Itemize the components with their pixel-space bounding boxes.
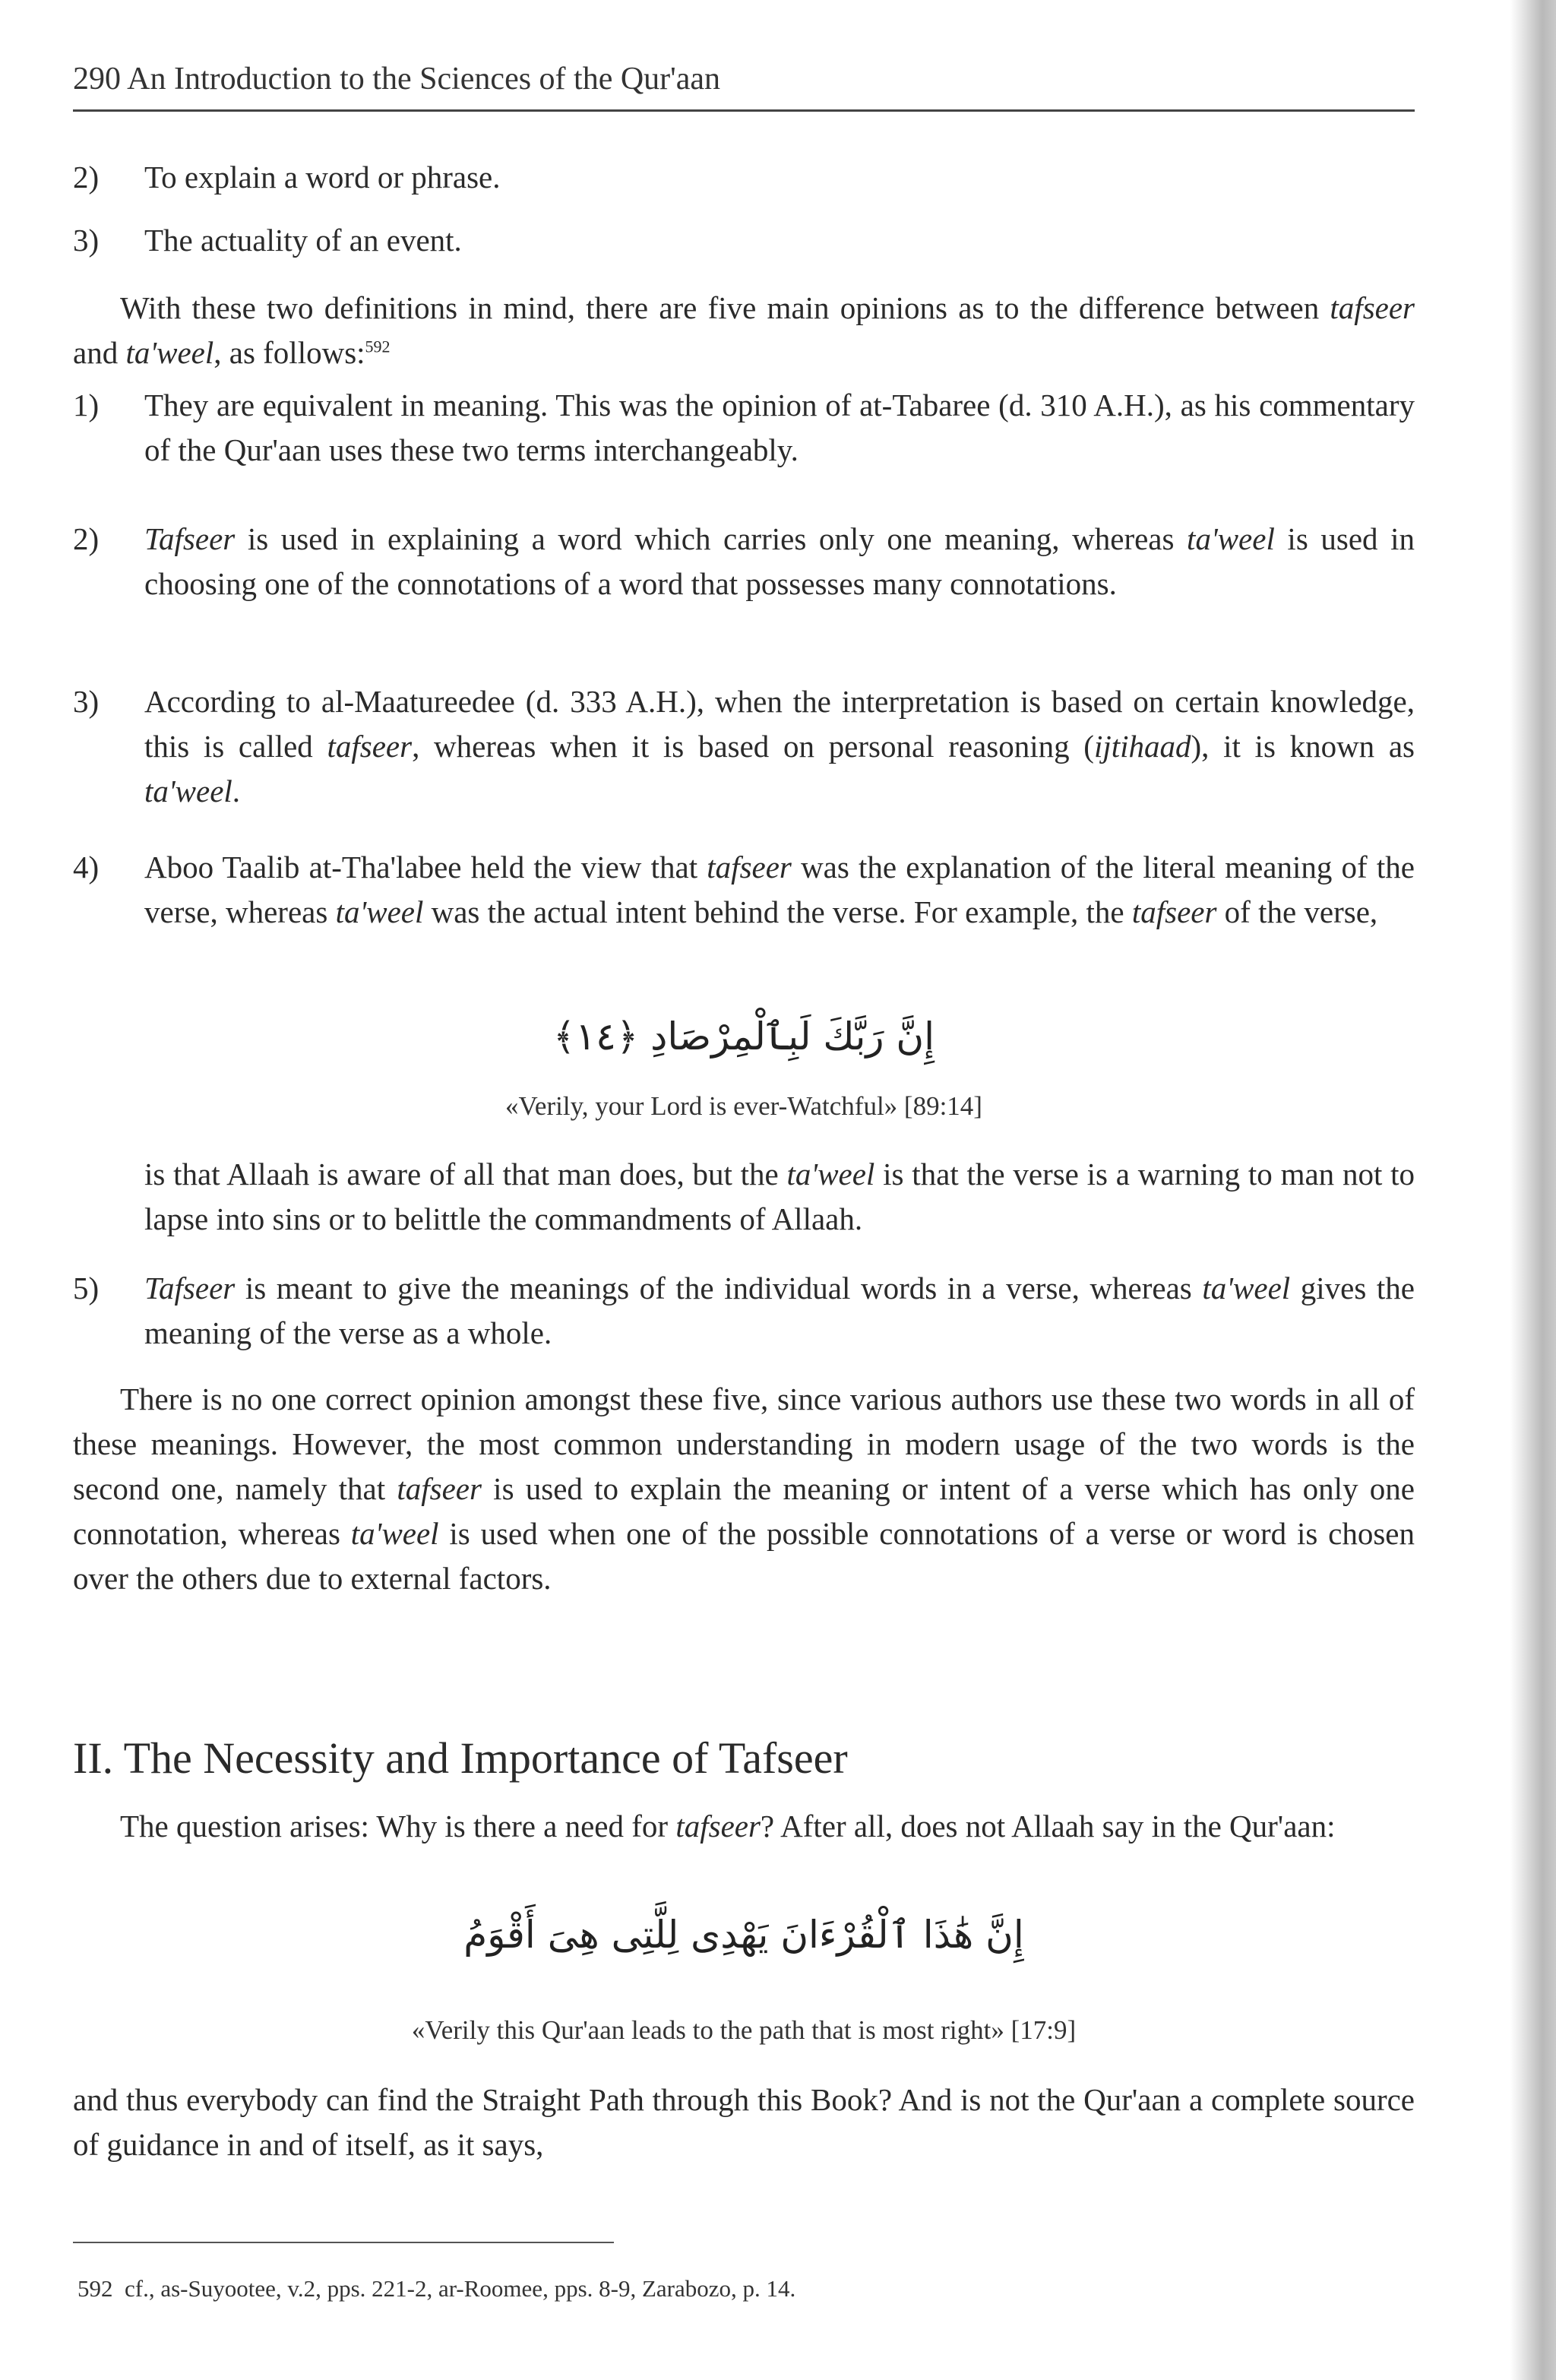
text-run: is used when one of the possible connotations of a verse or word is chosen over the others due to external factors.	[73, 1516, 1415, 1596]
list-text: The actuality of an event.	[144, 223, 462, 258]
term-tafseer: tafseer	[707, 850, 792, 885]
quran-verse-arabic: إِنَّ هَٰذَا ٱلْقُرْءَانَ يَهْدِى لِلَّتِى هِىَ أَقْوَمُ	[463, 1913, 1024, 1957]
text-run: ), it is known as	[1191, 729, 1415, 764]
paragraph-definitions	[73, 286, 1415, 375]
text-run: According to al-Maatureedee (d. 333 A.H.), when the interpretation is based on certain knowledge, this is called	[144, 684, 1415, 764]
verse-translation: «Verily, your Lord is ever-Watchful» [89:14]	[505, 1091, 982, 1121]
opinion-3	[73, 679, 1415, 814]
text-run: , as follows:	[213, 335, 365, 370]
running-head: 290 An Introduction to the Sciences of the Qur'aan	[73, 62, 721, 97]
term-tafseer: tafseer	[1131, 894, 1217, 929]
paragraph-continued	[73, 2078, 1415, 2167]
footnote-rule	[73, 2242, 614, 2243]
list-item	[73, 218, 1415, 263]
quran-verse-arabic: إِنَّ رَبَّكَ لَبِٱلْمِرْصَادِ ﴿١٤﴾	[552, 1014, 935, 1059]
list-text	[144, 845, 1415, 935]
term-taweel: ta'weel	[1202, 1271, 1291, 1306]
text-run: Aboo Taalib at-Tha'labee held the view that	[144, 850, 707, 885]
section-heading: II. The Necessity and Importance of Tafseer	[73, 1733, 848, 1783]
term-tafseer: Tafseer	[144, 521, 236, 556]
list-text	[144, 679, 1415, 814]
opinion-2	[73, 517, 1415, 606]
text-run: , whereas when it is based on personal reasoning (	[412, 729, 1094, 764]
footnote-ref: 592	[365, 337, 391, 356]
term-taweel: ta'weel	[350, 1516, 439, 1551]
list-text: To explain a word or phrase.	[144, 160, 501, 195]
text-run: .	[232, 774, 241, 809]
text-run: is used in explaining a word which carries only one meaning, whereas	[235, 521, 1188, 556]
list-number: 2)	[73, 160, 100, 195]
list-item	[73, 155, 1415, 200]
list-number: 5)	[73, 1271, 100, 1306]
term-ijtihaad: ijtihaad	[1093, 729, 1191, 764]
text-run: is meant to give the meanings of the individual words in a verse, whereas	[235, 1271, 1203, 1306]
term-taweel: ta'weel	[786, 1157, 875, 1192]
list-text: They are equivalent in meaning. This was the opinion of at-Tabaree (d. 310 A.H.), as his commentary of the Qur'aan uses these two terms interchangeably.	[144, 388, 1415, 467]
text-run: The question arises: Why is there a need for	[120, 1809, 676, 1844]
text-run: was the actual intent behind the verse. For example, the	[423, 894, 1132, 929]
footnote-text: cf., as-Suyootee, v.2, pps. 221-2, ar-Roomee, pps. 8-9, Zarabozo, p. 14.	[125, 2275, 796, 2302]
term-tafseer: tafseer	[397, 1471, 482, 1506]
verse-translation: «Verily this Qur'aan leads to the path that is most right» [17:9]	[411, 2015, 1077, 2045]
term-taweel: ta'weel	[1187, 521, 1275, 556]
list-number: 3)	[73, 684, 100, 719]
text-run: There is no one correct opinion amongst these five, since various authors use these two words in all of these meanings. However, the most common understanding in modern usage of the two words is the second one, namely that	[73, 1381, 1415, 1506]
opinion-5	[73, 1266, 1415, 1356]
text-run: is that the verse is a warning to man not to lapse into sins or to belittle the commandments of Allaah.	[144, 1157, 1415, 1236]
text-run: of the verse,	[1216, 894, 1378, 929]
list-text	[144, 1266, 1415, 1356]
text-run: is used in choosing one of the connotations of a word that possesses many connotations.	[144, 521, 1415, 601]
text-run: With these two definitions in mind, there are five main opinions as to the difference between	[120, 290, 1330, 325]
paragraph-conclusion	[73, 1377, 1415, 1601]
book-page	[73, 0, 1415, 2380]
text-run: was the explanation of the literal meaning of the verse, whereas	[144, 850, 1415, 929]
paragraph-question	[73, 1804, 1415, 1849]
text-run: is used to explain the meaning or intent of a verse which has only one connotation, whereas	[73, 1471, 1415, 1551]
list-text	[144, 517, 1415, 606]
list-number: 1)	[73, 388, 100, 423]
header-rule	[73, 109, 1415, 112]
text-run: gives the meaning of the verse as a whole.	[144, 1271, 1415, 1350]
list-number: 2)	[73, 521, 100, 556]
term-tafseer: tafseer	[1330, 290, 1415, 325]
term-tafseer: Tafseer	[144, 1271, 236, 1306]
intro-list	[73, 155, 1415, 263]
text-run: ? After all, does not Allaah say in the Qur'aan:	[760, 1809, 1336, 1844]
list-number: 4)	[73, 850, 100, 885]
text-run: is that Allaah is aware of all that man does, but the	[144, 1157, 787, 1192]
page-edge-shadow	[1510, 0, 1556, 2380]
list-number: 3)	[73, 223, 100, 258]
term-taweel: ta'weel	[144, 774, 232, 809]
term-taweel: ta'weel	[335, 894, 424, 929]
opinion-4	[73, 845, 1415, 935]
text-run: and	[73, 335, 126, 370]
term-taweel: ta'weel	[125, 335, 214, 370]
footnote-number: 592	[77, 2275, 113, 2302]
opinion-4-continued	[144, 1152, 1415, 1242]
opinion-1	[73, 383, 1415, 473]
text-run: and thus everybody can find the Straight Path through this Book? And is not the Qur'aan a complete source of guidance in and of itself, as it says,	[73, 2082, 1415, 2162]
footnote	[73, 2272, 1415, 2306]
term-tafseer: tafseer	[327, 729, 413, 764]
term-tafseer: tafseer	[675, 1809, 761, 1844]
